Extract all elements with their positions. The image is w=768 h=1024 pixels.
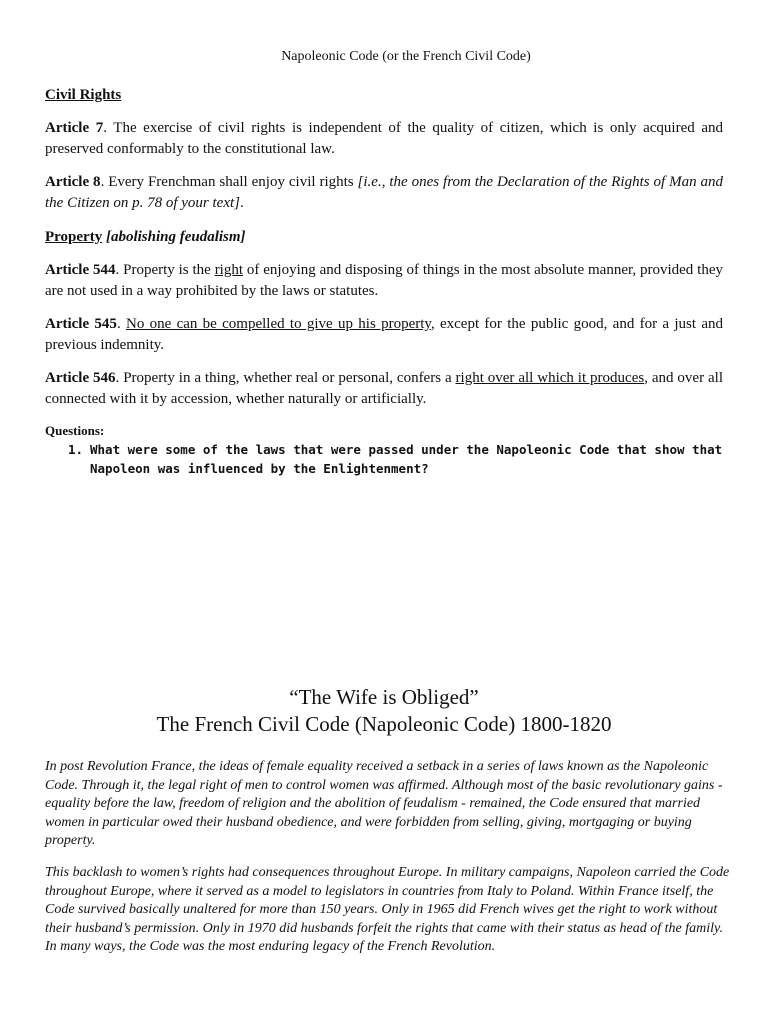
article-8-end: .: [239, 195, 244, 211]
article-546-label: Article 546: [45, 370, 116, 386]
article-544-pre: . Property is the: [115, 262, 215, 278]
article-545-underlined: No one can be compelled to give up his property: [125, 316, 431, 332]
article-544-underlined: right: [214, 262, 244, 278]
article-8-text: . Every Frenchman shall enjoy civil rights: [100, 174, 358, 190]
question-1: [68, 440, 728, 478]
article-546-post: , and over all connected with it by accession, whether naturally or artificially.: [45, 370, 723, 407]
article-545-post: , except for the public good, and for a just and previous indemnity.: [45, 316, 723, 353]
article-8-label: Article 8: [45, 174, 101, 190]
document-title: Napoleonic Code (or the French Civil Code): [281, 49, 531, 64]
article-7-paragraph: [45, 118, 723, 160]
article-7-text: . The exercise of civil rights is independent of the quality of citizen, which is only acquired and preserved conformably to the constitutional law.: [45, 120, 723, 157]
article-545-label: Article 545: [45, 316, 117, 332]
property-heading-line: [45, 229, 246, 246]
article-545-pre: .: [116, 316, 126, 332]
property-heading-note: [abolishing feudalism]: [105, 229, 246, 245]
question-1-number: 1.: [68, 442, 84, 457]
article-544-paragraph: [45, 260, 723, 302]
property-heading: Property: [45, 229, 103, 245]
wife-section-paragraph-2: This backlash to women’s rights had consequences throughout Europe. In military campaigns, Napoleon carried the Code throughout Europe, where it served as a model to legislators in countries from Italy to Poland. Within France itself, the Code survived basically unaltered for more than 150 years. Only in 1965 did French wives get the right to work without their husband’s permission. Only in 1970 did husbands forfeit the rights that came with their status as head of the family. In many ways, the Code was the most enduring legacy of the French Revolution.: [45, 865, 730, 954]
article-546-underlined: right over all which it produces: [455, 370, 645, 386]
article-8-paragraph: [45, 172, 723, 214]
wife-section-subheading: The French Civil Code (Napoleonic Code) 1800-1820: [156, 712, 612, 736]
article-546-pre: . Property in a thing, whether real or personal, confers a: [115, 370, 456, 386]
wife-section-heading: “The Wife is Obliged”: [289, 685, 479, 709]
article-8-note: [i.e., the ones from the Declaration of the Rights of Man and the Citizen on p. 78 of your text]: [45, 174, 723, 211]
article-7-label: Article 7: [45, 120, 104, 136]
wife-section-paragraph-1: In post Revolution France, the ideas of female equality received a setback in a series of laws known as the Napoleonic Code. Through it, the legal right of men to control women was affirmed. Although most of the basic revolutionary gains - equality before the law, freedom of religion and the abolition of feudalism - remained, the Code ensured that married women in particular owed their husband obedience, and were forbidden from selling, giving, mortgaging or buying property.: [45, 759, 723, 848]
article-544-label: Article 544: [45, 262, 116, 278]
question-1-text: What were some of the laws that were passed under the Napoleonic Code that show that Napoleon was influenced by the Enlightenment?: [90, 442, 723, 476]
article-546-paragraph: [45, 368, 723, 410]
questions-label: Questions:: [45, 423, 105, 438]
article-544-post: of enjoying and disposing of things in the most absolute manner, provided they are not used in a way prohibited by the laws or statutes.: [45, 262, 723, 299]
article-545-paragraph: [45, 314, 723, 356]
civil-rights-heading: Civil Rights: [45, 87, 122, 103]
